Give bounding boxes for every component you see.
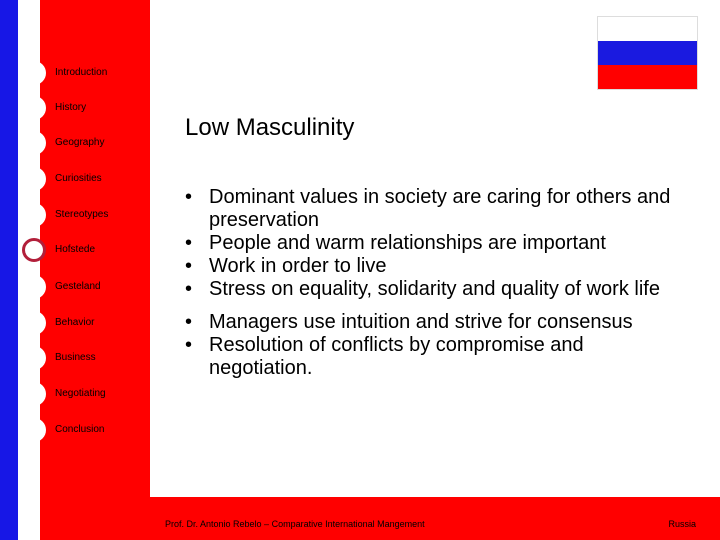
bullet-icon: • [185, 186, 193, 208]
bullet-icon: • [185, 311, 193, 333]
nav-item-stereotypes[interactable] [22, 203, 150, 227]
nav-label: Gesteland [55, 281, 101, 292]
nav-item-geography[interactable] [22, 131, 150, 155]
flag-stripe-red [598, 65, 697, 89]
nav-item-hofstede[interactable] [22, 238, 150, 262]
bullet-item [185, 278, 675, 301]
flag-stripe-blue [598, 41, 697, 65]
footer-author: Prof. Dr. Antonio Rebelo – Comparative International Mangement [165, 519, 425, 529]
nav-label: Conclusion [55, 424, 105, 435]
nav-label: Geography [55, 137, 105, 148]
russia-flag-icon [597, 16, 698, 90]
nav-label: Business [55, 352, 96, 363]
nav-label: History [55, 102, 87, 113]
sidebar-nav [0, 0, 150, 497]
bullet-item [185, 186, 675, 232]
bullet-list [185, 186, 675, 380]
nav-dot-active-icon [22, 238, 46, 262]
nav-dot-icon [22, 275, 46, 299]
bullet-text: Stress on equality, solidarity and quality of work life [209, 278, 660, 300]
nav-dot-icon [22, 382, 46, 406]
nav-item-conclusion[interactable] [22, 418, 150, 442]
bullet-text: Dominant values in society are caring for others and preservation [209, 186, 671, 231]
nav-dot-icon [22, 203, 46, 227]
nav-label: Behavior [55, 317, 95, 328]
nav-dot-icon [22, 96, 46, 120]
bullet-icon: • [185, 334, 193, 356]
nav-item-behavior[interactable] [22, 311, 150, 335]
nav-label: Curiosities [55, 173, 102, 184]
bullet-text: People and warm relationships are important [209, 232, 606, 254]
nav-dot-icon [22, 131, 46, 155]
nav-item-business[interactable] [22, 346, 150, 370]
bullet-icon: • [185, 232, 193, 254]
bullet-icon: • [185, 278, 193, 300]
nav-label: Stereotypes [55, 209, 109, 220]
bullet-text: Managers use intuition and strive for consensus [209, 311, 633, 333]
nav-label: Introduction [55, 67, 108, 78]
nav-label: Negotiating [55, 388, 106, 399]
nav-label: Hofstede [55, 244, 96, 255]
bullet-text: Work in order to live [209, 255, 387, 277]
nav-dot-icon [22, 167, 46, 191]
flag-stripe-white [598, 17, 697, 41]
nav-item-gesteland[interactable] [22, 275, 150, 299]
slide-title: Low Masculinity [185, 114, 355, 141]
bullet-item [185, 232, 675, 255]
nav-item-introduction[interactable] [22, 61, 150, 85]
bullet-item [185, 255, 675, 278]
bullet-item [185, 311, 675, 334]
nav-item-curiosities[interactable] [22, 167, 150, 191]
nav-item-negotiating[interactable] [22, 382, 150, 406]
nav-dot-icon [22, 346, 46, 370]
nav-dot-icon [22, 418, 46, 442]
nav-item-history[interactable] [22, 96, 150, 120]
bullet-icon: • [185, 255, 193, 277]
bullet-text: Resolution of conflicts by compromise and negotiation. [209, 334, 584, 379]
nav-dot-icon [22, 311, 46, 335]
footer-country: Russia [668, 519, 696, 529]
bullet-item [185, 334, 675, 380]
nav-dot-icon [22, 61, 46, 85]
